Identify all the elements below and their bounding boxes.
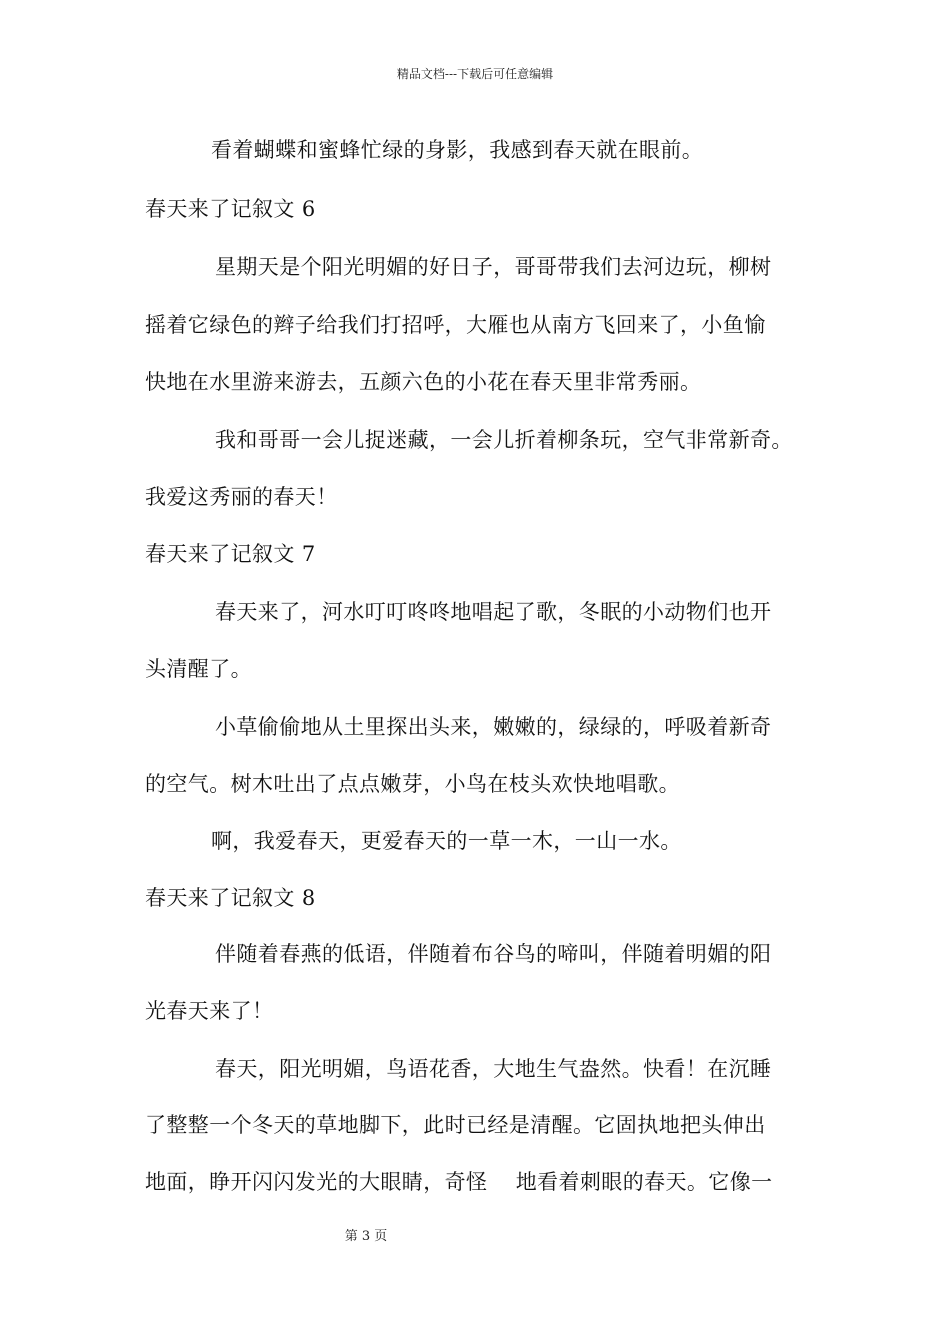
paragraph-line: 的空气。树木吐出了点点嫩芽，小鸟在枝头欢快地唱歌。 bbox=[145, 772, 680, 796]
section-heading: 春天来了记叙文 7 bbox=[145, 542, 316, 566]
paragraph-line: 摇着它绿色的辫子给我们打招呼，大雁也从南方飞回来了，小鱼愉 bbox=[145, 313, 766, 337]
paragraph-line: 我和哥哥一会儿捉迷藏，一会儿折着柳条玩，空气非常新奇。 bbox=[215, 428, 793, 452]
section-heading: 春天来了记叙文 8 bbox=[145, 886, 316, 910]
paragraph-line: 光春天来了！ bbox=[145, 999, 274, 1023]
paragraph-line: 星期天是个阳光明媚的好日子，哥哥带我们去河边玩，柳树 bbox=[215, 255, 772, 279]
paragraph-line: 伴随着春燕的低语，伴随着布谷鸟的啼叫，伴随着明媚的阳 bbox=[215, 942, 772, 966]
paragraph-line: 地面，睁开闪闪发光的大眼睛，奇怪 地看着刺眼的春天。它像一 bbox=[145, 1170, 773, 1194]
paragraph-line: 看着蝴蝶和蜜蜂忙绿的身影，我感到春天就在眼前。 bbox=[211, 138, 704, 162]
paragraph-line: 头清醒了。 bbox=[145, 657, 252, 681]
paragraph-line: 我爱这秀丽的春天！ bbox=[145, 485, 338, 509]
paragraph-line: 春天来了，河水叮叮咚咚地唱起了歌，冬眠的小动物们也开 bbox=[215, 600, 772, 624]
section-heading: 春天来了记叙文 6 bbox=[145, 197, 316, 221]
paragraph-line: 啊，我爱春天，更爱春天的一草一木，一山一水。 bbox=[211, 829, 682, 853]
page-header: 精品文档---下载后可任意编辑 bbox=[396, 67, 554, 81]
paragraph-line: 小草偷偷地从土里探出头来，嫩嫩的，绿绿的，呼吸着新奇 bbox=[215, 715, 772, 739]
paragraph-line: 快地在水里游来游去，五颜六色的小花在春天里非常秀丽。 bbox=[145, 370, 702, 394]
paragraph-line: 春天，阳光明媚，鸟语花香，大地生气盎然。快看！在沉睡 bbox=[215, 1057, 772, 1081]
paragraph-line: 了整整一个冬天的草地脚下，此时已经是清醒。它固执地把头伸出 bbox=[145, 1113, 766, 1137]
page-number: 第 3 页 bbox=[344, 1229, 388, 1244]
